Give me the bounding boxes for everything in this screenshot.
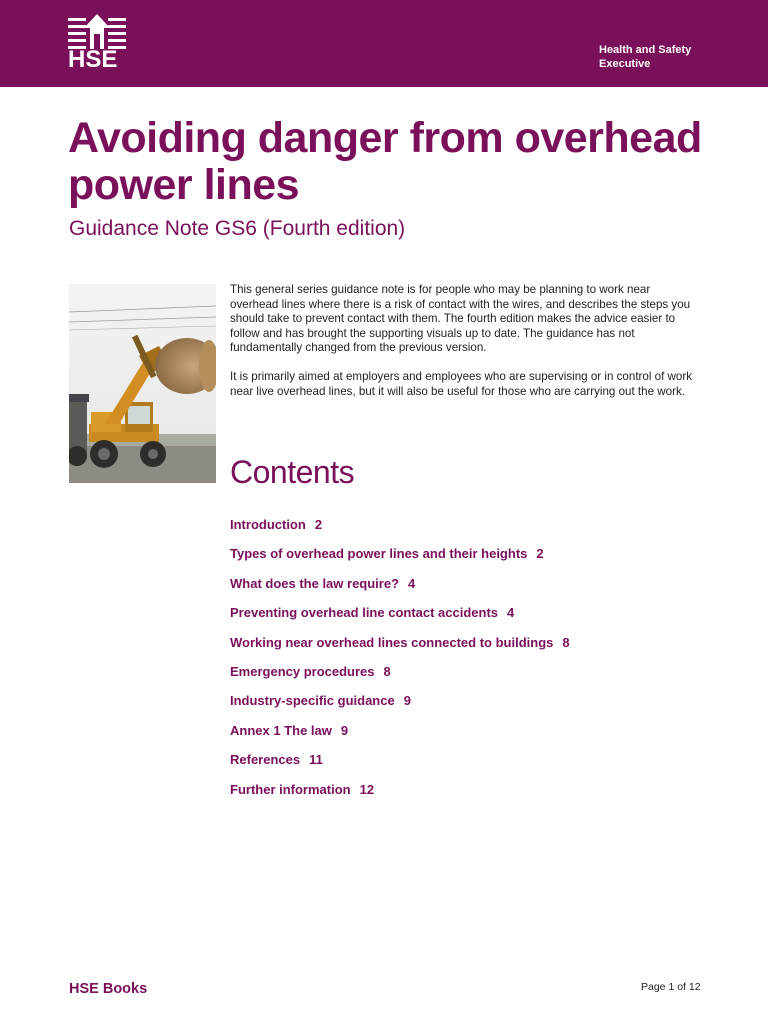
toc-item-page: 9 <box>403 693 411 709</box>
toc-item-page: 2 <box>536 546 544 562</box>
toc-item-label: Preventing overhead line contact accidents <box>230 605 499 621</box>
toc-item-page: 4 <box>507 605 515 621</box>
intro-paragraph-1: This general series guidance note is for people who may be planning to work near overhead lines where there is a risk of contact with the wires, and describes the steps you should take to prevent contact with them. The fourth edition makes the advice easier to follow and has brought the supporting visuals up to date. The guidance has not fundamentally changed from the previous version. <box>230 283 691 355</box>
toc-item-references[interactable] <box>230 751 710 780</box>
document-subtitle: Guidance Note GS6 (Fourth edition) <box>69 217 406 240</box>
toc-item-label: References <box>230 752 301 768</box>
toc-item-label: Industry-specific guidance <box>230 693 395 709</box>
toc-item-label: Emergency procedures <box>230 663 375 679</box>
header-bar <box>0 0 768 87</box>
organisation-name <box>599 43 739 71</box>
toc-item-introduction[interactable] <box>230 516 710 545</box>
footer-page-number: Page 1 of 12 <box>641 981 701 993</box>
toc-item-industry-guidance[interactable] <box>230 692 710 721</box>
hse-logo <box>68 14 126 72</box>
toc-item-lines-to-buildings[interactable] <box>230 634 710 663</box>
toc-item-label: Annex 1 The law <box>230 722 332 738</box>
toc-item-annex-1[interactable] <box>230 722 710 751</box>
toc-item-page: 11 <box>309 752 323 768</box>
toc-item-emergency-procedures[interactable] <box>230 663 710 692</box>
toc-item-label: Working near overhead lines connected to buildings <box>230 634 554 650</box>
hse-logo-text: HSE <box>68 46 118 73</box>
toc-item-page: 12 <box>359 781 375 797</box>
toc-item-label: Types of overhead power lines and their heights <box>230 546 528 562</box>
contents-heading: Contents <box>230 454 355 490</box>
intro-text <box>230 283 700 413</box>
footer-publisher: HSE Books <box>69 981 148 997</box>
toc-item-page: 8 <box>383 663 391 679</box>
toc-item-further-information[interactable] <box>230 781 710 810</box>
hse-emblem-icon <box>68 14 126 50</box>
toc-item-page: 4 <box>408 575 416 591</box>
toc-item-label: Introduction <box>230 517 306 532</box>
toc-item-page: 8 <box>562 634 570 650</box>
organisation-name-line2: Executive <box>599 58 651 70</box>
toc-item-label: Further information <box>230 781 351 797</box>
toc-item-page: 9 <box>340 722 349 738</box>
table-of-contents <box>230 516 710 810</box>
toc-item-types-of-lines[interactable] <box>230 545 710 574</box>
toc-item-preventing-accidents[interactable] <box>230 604 710 633</box>
cover-photo <box>69 284 216 483</box>
toc-item-law-requirements[interactable] <box>230 575 710 604</box>
document-title: Avoiding danger from overhead power lines <box>68 114 702 209</box>
organisation-name-line1: Health and Safety <box>599 44 692 56</box>
toc-item-page: 2 <box>314 517 323 532</box>
toc-item-label: What does the law require? <box>230 575 400 591</box>
intro-paragraph-2: It is primarily aimed at employers and employees who are supervising or in control of work near live overhead lines, but it will also be useful for those who are carrying out the work. <box>230 369 693 398</box>
